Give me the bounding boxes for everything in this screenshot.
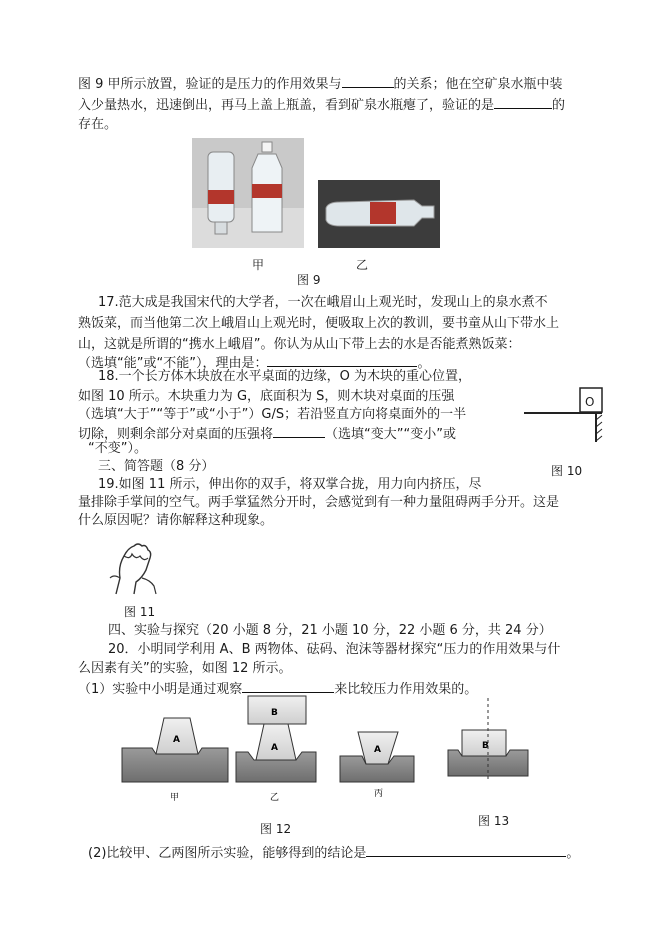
q20-sub2: (2)比较甲、乙两图所示实验，能够得到的结论是 。 <box>88 843 579 863</box>
q16-line2: 入少量热水，迅速倒出，再马上盖上瓶盖，看到矿泉水瓶瘪了，验证的是 的 <box>78 95 565 115</box>
q17-line2: 熟饭菜，而当他第二次上峨眉山上观光时，便吸取上次的教训，要书童从山下带水上 <box>78 316 560 331</box>
q20-sub1: （1）实验中小明是通过观察 来比较压力作用效果的。 <box>78 679 477 699</box>
figure-11-caption: 图 11 <box>124 605 156 619</box>
q16-line3: 存在。 <box>78 117 118 132</box>
figure-12-caption: 图 12 <box>260 822 292 836</box>
center-of-gravity-label: O <box>585 395 595 409</box>
answer-blank-3[interactable] <box>267 353 417 367</box>
figure-9-caption: 图 9 <box>297 273 321 287</box>
figure-13-caption: 图 13 <box>478 814 510 828</box>
q19-line3: 什么原因呢？请你解释这种现象。 <box>78 513 274 528</box>
label-yi: 乙 <box>270 793 280 803</box>
q20-line1: 20．小明同学利用 A、B 两物体、砝码、泡沫等器材探究“压力的作用效果与什 <box>108 642 561 657</box>
setup-jia <box>122 718 228 803</box>
q17-line3: 山，这就是所谓的“携水上峨眉”。你认为从山下带上去的水是否能煮熟饭菜： <box>78 337 521 352</box>
setup-yi <box>236 696 316 803</box>
answer-blank-5[interactable] <box>242 679 334 693</box>
figure-12-13-diagram <box>118 694 548 806</box>
q18-line2: 如图 10 所示。木块重力为 G，底面积为 S，则木块对桌面的压强 <box>78 389 455 404</box>
q18-line5: “不变”）。 <box>88 441 147 456</box>
q18-line1: 18.一个长方体木块放在水平桌面的边缘，O 为木块的重心位置， <box>98 369 472 384</box>
figure-9-label-jia: 甲 <box>252 258 265 272</box>
q18-line4: 切除，则剩余部分对桌面的压强将 （选填“变大”“变小”或 <box>78 424 456 444</box>
q18-line3: （选填“大于”“等于”或“小于”）G/S；若沿竖直方向将桌面外的一半 <box>78 407 467 422</box>
figure-9-yi-photo <box>318 180 440 248</box>
section-3-title: 三、简答题（8 分） <box>98 459 215 474</box>
block-b-label-yi: B <box>271 708 278 718</box>
q17-line1: 17.范大成是我国宋代的大学者，一次在峨眉山上观光时，发现山上的泉水煮不 <box>98 295 548 310</box>
answer-blank-6[interactable] <box>366 843 566 857</box>
q19-line2: 量排除手掌间的空气。两手掌猛然分开时，会感觉到有一种力量阻碍两手分开。这是 <box>78 495 560 510</box>
answer-blank-4[interactable] <box>273 424 325 438</box>
block-a-label-yi: A <box>271 743 278 753</box>
figure-9-label-yi: 乙 <box>356 258 369 272</box>
q19-line1: 19.如图 11 所示，伸出你的双手，将双掌合拢，用力向内挤压，尽 <box>98 477 482 492</box>
section-4-title: 四、实验与探究（20 小题 8 分，21 小题 10 分，22 小题 6 分，共 24 分） <box>108 623 552 638</box>
block-b-label-fig13: B <box>482 741 489 751</box>
q20-line2: 么因素有关”的实验，如图 12 所示。 <box>78 661 292 676</box>
block-a-label-jia: A <box>173 735 180 745</box>
figure-10-diagram <box>522 386 604 444</box>
figure-13 <box>448 698 528 782</box>
block-a-label-bing: A <box>374 745 381 755</box>
figure-10-caption: 图 10 <box>551 464 583 478</box>
q17-line4: （选填“能”或“不能”），理由是： 。 <box>78 353 430 373</box>
figure-9-jia-photo <box>192 138 304 248</box>
setup-bing <box>340 732 414 799</box>
label-jia: 甲 <box>170 793 180 803</box>
answer-blank-2[interactable] <box>494 95 552 109</box>
label-bing: 丙 <box>374 789 384 799</box>
answer-blank-1[interactable] <box>342 74 394 88</box>
figure-11-clasped-hands <box>102 538 162 598</box>
q16-line1: 图 9 甲所示放置，验证的是压力的作用效果与 的关系；他在空矿泉水瓶中装 <box>78 74 563 94</box>
